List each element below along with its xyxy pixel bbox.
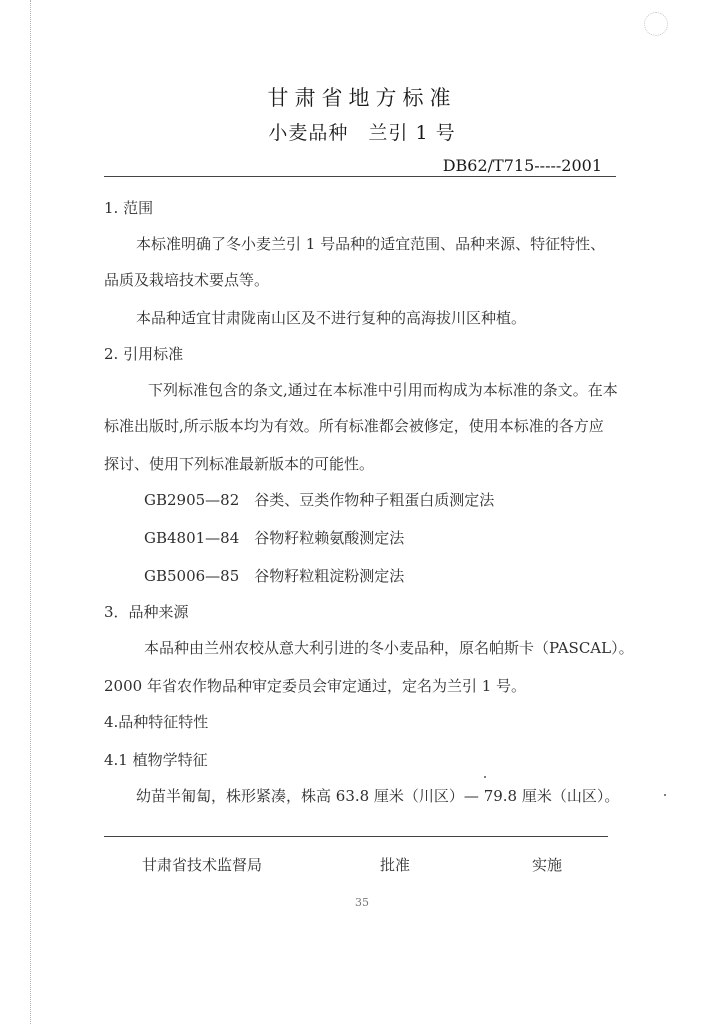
- paragraph-line: 幼苗半匍匐，株形紧凑，株高 63.8 厘米（川区）— 79.8 厘米（山区）。: [136, 787, 620, 805]
- reference-item: GB5006—85 谷物籽粒粗淀粉测定法: [144, 567, 405, 585]
- scan-edge-line: [30, 0, 31, 1024]
- page-number: 35: [355, 896, 369, 909]
- reference-item: GB4801—84 谷物籽粒赖氨酸测定法: [144, 529, 405, 547]
- paragraph-line: 本品种适宜甘肃陇南山区及不进行复种的高海拔川区种植。: [136, 309, 527, 327]
- reference-item: GB2905—82 谷类、豆类作物种子粗蛋白质测定法: [144, 491, 495, 509]
- paragraph-line: 本标准明确了冬小麦兰引 1 号品种的适宜范围、品种来源、特征特性、: [136, 235, 606, 253]
- section-heading-traits: 4.品种特征特性: [104, 713, 209, 731]
- paragraph-line: 探讨、使用下列标准最新版本的可能性。: [104, 455, 375, 473]
- footer-implement: 实施: [532, 856, 563, 874]
- paragraph-line: 标准出版时,所示版本均为有效。所有标准都会被修定，使用本标准的各方应: [104, 417, 604, 435]
- corner-stamp-mark: [644, 12, 668, 36]
- paragraph-line: 本品种由兰州农校从意大利引进的冬小麦品种，原名帕斯卡（PASCAL）。: [144, 639, 634, 657]
- standard-number: DB62/T715-----2001: [439, 156, 602, 175]
- section-heading-origin: 3．品种来源: [104, 603, 189, 621]
- subsection-heading-botany: 4.1 植物学特征: [104, 751, 208, 769]
- section-heading-references: 2. 引用标准: [104, 345, 184, 363]
- section-heading-scope: 1. 范围: [104, 199, 154, 217]
- paragraph-line: 2000 年省农作物品种审定委员会审定通过，定名为兰引 1 号。: [104, 677, 527, 695]
- page-title: 甘肃省地方标准: [267, 86, 457, 110]
- scan-speck: [484, 776, 486, 778]
- header-rule: [104, 176, 616, 177]
- scan-speck: [664, 794, 666, 796]
- paragraph-line: 下列标准包含的条文,通过在本标准中引用而构成为本标准的条文。在本: [148, 381, 618, 399]
- footer-issuer: 甘肃省技术监督局: [142, 856, 263, 874]
- page-subtitle: 小麦品种 兰引 1 号: [268, 122, 456, 144]
- footer-rule: [104, 836, 608, 837]
- paragraph-line: 品质及栽培技术要点等。: [104, 271, 270, 289]
- footer-approve: 批准: [380, 856, 411, 874]
